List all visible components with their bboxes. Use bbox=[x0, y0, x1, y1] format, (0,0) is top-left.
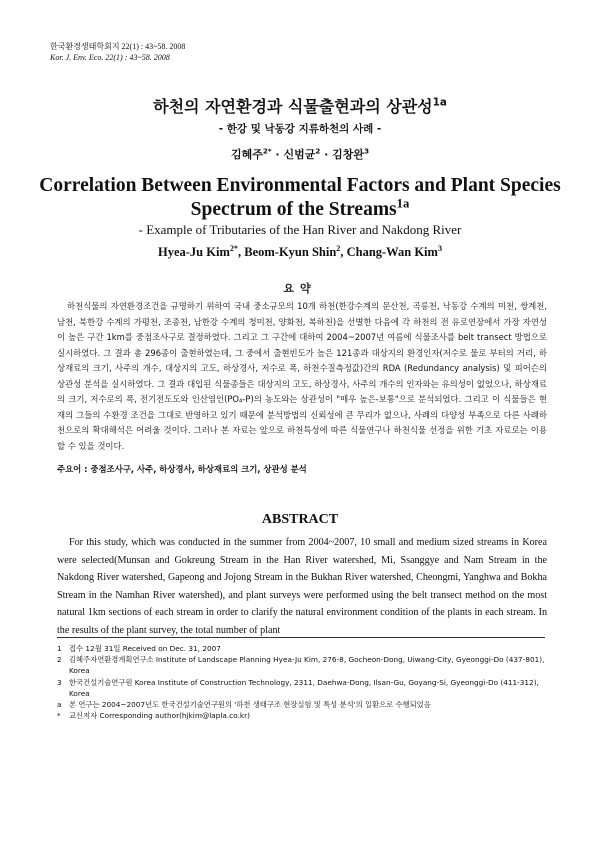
author-separator: , bbox=[340, 245, 347, 259]
english-author-name: Beom-Kyun Shin bbox=[244, 245, 337, 259]
footnotes bbox=[57, 643, 547, 721]
author-separator: · bbox=[324, 148, 329, 161]
footnote bbox=[57, 643, 547, 654]
korean-abstract-body: 하천식물의 자연환경조건을 규명하기 위하여 국내 중소규모의 10개 하천(한강수계의 문산천, 곡릉천, 낙동강 수계의 미천, 쌍계천, 남천, 북한강 수계의 가평천, 조종천, 남한강 수계의 청미천, 양화천, 복하천)을 선별한 다음에 각 하천의 전 유로연장에서 가장 자연성이 높은 구간 1km를 중점조사구로 결정하였다. 그리고 그 구간에 대하여 2004~2007년 여름에 식물조사를 belt transect 방법으로 실시하였다. 그 결과 총 296종이 출현하였는데, 그 중에서 출현빈도가 높은 121종과 대상지의 환경인자(저수로 물로 부터의 거리, 하상재료의 크기, 사주의 개수, 대상지의 고도, 하상경사, 저수로 폭, 하천수질측정값)간의 RDA (Redundancy analysis) 및 피어슨의 상관성 분석을 실시하였다. 그 결과 대입된 식물종들은 대상지의 고도, 하상경사, 사주의 개수의 인자와는 유의성이 없었으나, 하상재료의 크기, 저수로의 폭, 전기전도도와 인산염인(PO₄-P)의 농도와는 상관성이 "매우 높은-보통"으로 분석되었다. 그리고 이 식물들은 현재의 그들의 수환경 조건을 그대로 반영하고 있기 때문에 분석방법의 신뢰성에 큰 무리가 없으나, 사례의 다양성 부족으로 다른 사례하천으로의 확대해석은 어려울 것이다. 그러나 본 자료는 앞으로 하천특성에 따른 식물연구나 하천식물 선정을 위한 기초 자료로는 이용할 수 있을 것이다. bbox=[57, 301, 547, 451]
keywords-list: 중점조사구, 사주, 하상경사, 하상재료의 크기, 상관성 분석 bbox=[90, 464, 307, 474]
english-author-sup: 3 bbox=[437, 243, 442, 253]
footnote-mark: a bbox=[57, 700, 62, 710]
footnote-text: 접수 12월 31일 Received on Dec. 31, 2007 bbox=[69, 644, 221, 653]
footnote-text: 한국건설기술연구원 Korea Institute of Construction Technology, 2311, Daehwa-Dong, Ilsan-Gu, Goyang-Si, Gyeonggi-Do (411-312), Korea bbox=[69, 677, 539, 698]
english-author-name: Hyea-Ju Kim bbox=[158, 245, 230, 259]
korean-author-name: 신범균 bbox=[283, 148, 316, 161]
footnote bbox=[57, 710, 547, 721]
abstract-heading: ABSTRACT bbox=[261, 512, 339, 527]
korean-abstract-heading: 요약 bbox=[283, 282, 317, 295]
footnote-text: 교신저자 Corresponding author(hjkim@lapla.co.kr) bbox=[69, 711, 250, 721]
korean-title bbox=[0, 94, 600, 117]
footnote-mark: * bbox=[57, 711, 61, 721]
footnote-text: 김혜주자연환경계획연구소 Institute of Landscape Planning Hyea-Ju Kim, 276-8, Gocheon-Dong, Uiwang-City, Gyeonggi-Do (437-801), Korea bbox=[69, 655, 545, 676]
footnote-mark: 2 bbox=[57, 655, 62, 665]
korean-title-text: 하천의 자연환경과 식물출현과의 상관성 bbox=[153, 97, 433, 116]
korean-author-sup: 2 bbox=[315, 146, 321, 156]
english-abstract-body: For this study, which was conducted in the summer from 2004~2007, 10 small and medium sized streams in Korea were selected(Munsan and Gokreung Stream in the Han River watershed, Mi, Ssanggye and Nam Stream in the Nakdong River watershed, Gapeong and Jojong Stream in the Bukhan River watershed, Cheongmi, Yanghwa and Bokha Stream in the Namhan River watershed), and plant surveys were performed using the belt transect method on the most natural 1km sections of each stream in order to clarify the natural environment condition of the plants in each stream. In the results of the plant survey, the total number of plant bbox=[57, 537, 547, 636]
english-title bbox=[0, 174, 600, 222]
korean-title-sup: 1a bbox=[432, 96, 447, 109]
journal-citation-korean: 한국환경생태학회지 22(1) : 43~58. 2008 bbox=[50, 42, 186, 51]
english-authors bbox=[0, 245, 600, 260]
korean-author-name: 김혜주 bbox=[230, 148, 263, 161]
keywords-label: 주요어 : bbox=[57, 464, 88, 474]
footnote-text: 본 연구는 2004~2007년도 한국건설기술연구원의 '하천 생태구조 현장실험 및 특성 분석'의 일환으로 수행되었음 bbox=[69, 700, 431, 710]
journal-citation-english: Kor. J. Env. Eco. 22(1) : 43~58. 2008 bbox=[50, 53, 170, 62]
english-subtitle: - Example of Tributaries of the Han River and Nakdong River bbox=[138, 222, 462, 237]
english-title-line2-wrap bbox=[0, 198, 600, 222]
korean-subtitle: - 한강 및 낙동강 지류하천의 사례 - bbox=[218, 123, 382, 135]
english-title-sup: 1a bbox=[396, 196, 410, 211]
author-separator: , bbox=[237, 245, 245, 259]
english-title-line2: Spectrum of the Streams bbox=[190, 199, 397, 220]
korean-author-name: 김창완 bbox=[332, 148, 365, 161]
korean-author-sup: 3 bbox=[364, 146, 370, 156]
english-author-sup: 2 bbox=[336, 243, 341, 253]
footnote-mark: 3 bbox=[57, 677, 62, 687]
footnote bbox=[57, 654, 547, 676]
english-author-sup: 2* bbox=[229, 243, 238, 253]
author-separator: · bbox=[275, 148, 280, 161]
english-title-line1: Correlation Between Environmental Factors and Plant Species bbox=[39, 175, 561, 196]
footnote bbox=[57, 699, 547, 710]
korean-authors bbox=[0, 146, 600, 162]
keywords bbox=[57, 463, 547, 475]
footnote-divider bbox=[57, 637, 545, 638]
korean-author-sup: 2* bbox=[262, 146, 272, 156]
footnote bbox=[57, 677, 547, 699]
english-author-name: Chang-Wan Kim bbox=[346, 245, 438, 259]
journal-citation bbox=[50, 41, 185, 63]
footnote-mark: 1 bbox=[57, 644, 62, 653]
